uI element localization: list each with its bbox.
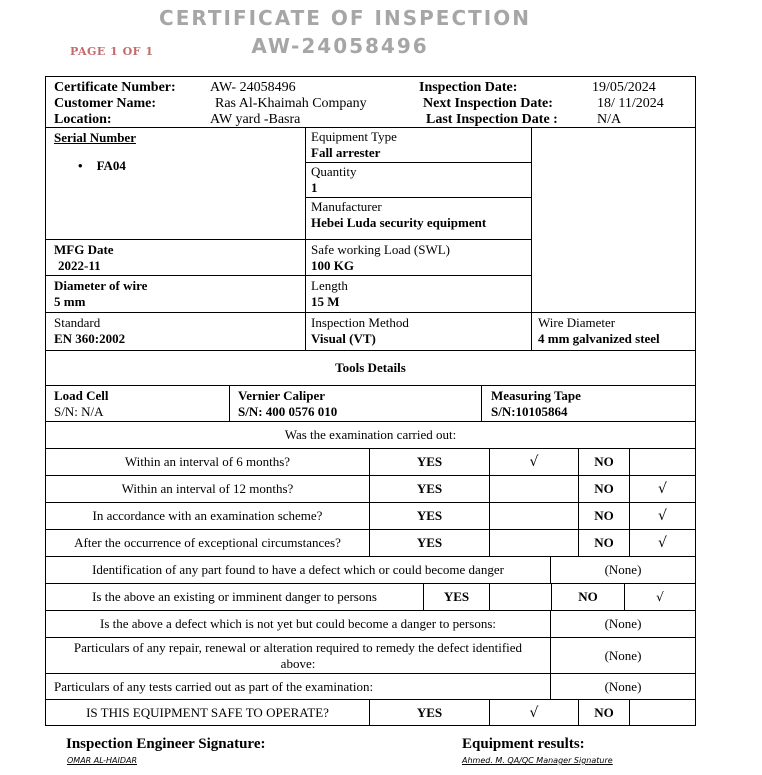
manager-signature: Ahmed. M. QA/QC Manager Signature [462, 756, 613, 765]
no-label: NO [579, 476, 630, 503]
future-danger-value: (None) [551, 611, 695, 638]
customer-label: Customer Name: [54, 96, 156, 111]
repair-label: Particulars of any repair, renewal or alteration required to remedy the defect identified above: [46, 638, 551, 674]
yes-label: YES [370, 449, 490, 476]
yes-label: YES [370, 476, 490, 503]
no-label: NO [579, 449, 630, 476]
repair-value: (None) [551, 638, 695, 674]
wire-diameter-cell: Wire Diameter 4 mm galvanized steel [532, 312, 695, 350]
exam-row-label: Within an interval of 6 months? [46, 449, 370, 476]
no-label: NO [579, 700, 630, 725]
yes-label: YES [424, 584, 490, 611]
blank-side-cell [532, 127, 695, 312]
serial-label: Serial Number [54, 130, 136, 145]
no-tick-cell: √ [630, 503, 695, 530]
location-label: Location: [54, 112, 112, 127]
yes-tick-cell [490, 530, 579, 557]
no-label: NO [579, 530, 630, 557]
yes-tick-cell [490, 584, 552, 611]
no-label: NO [552, 584, 625, 611]
standard-cell: Standard EN 360:2002 [46, 312, 306, 350]
mfg-date-cell: MFG Date 2022-11 [46, 240, 306, 276]
no-tick-cell [630, 449, 695, 476]
wire-diameter-main-cell: Diameter of wire 5 mm [46, 276, 306, 312]
equipment-results-label: Equipment results: [462, 736, 585, 752]
length-cell: Length 15 M [306, 276, 532, 312]
yes-label: YES [370, 700, 490, 725]
tools-details-title: Tools Details [46, 350, 695, 386]
page-label: PAGE 1 OF 1 [70, 45, 154, 58]
engineer-signature-label: Inspection Engineer Signature: [66, 736, 266, 752]
inspection-method-cell: Inspection Method Visual (VT) [306, 312, 532, 350]
tests-value: (None) [551, 674, 695, 700]
swl-cell: Safe working Load (SWL) 100 KG [306, 240, 532, 276]
defect-identification-value: (None) [551, 557, 695, 584]
defect-identification-label: Identification of any part found to have a defect which or could become danger [46, 557, 551, 584]
location-value: AW yard -Basra [210, 112, 301, 127]
last-inspection-label: Last Inspection Date : [426, 112, 558, 127]
no-label: NO [579, 503, 630, 530]
tests-label: Particulars of any tests carried out as part of the examination: [46, 674, 551, 700]
inspection-date-value: 19/05/2024 [592, 80, 656, 95]
customer-value: Ras Al-Khaimah Company [215, 96, 367, 111]
cert-number-label: Certificate Number: [54, 80, 176, 95]
no-tick-cell: √ [630, 476, 695, 503]
exam-row-label: After the occurrence of exceptional circumstances? [46, 530, 370, 557]
examination-question: Was the examination carried out: [46, 422, 695, 449]
yes-tick-cell [490, 476, 579, 503]
inspection-date-label: Inspection Date: [419, 80, 518, 95]
no-tick-cell [630, 700, 695, 725]
certificate-table [45, 76, 696, 726]
yes-tick-cell: √ [490, 449, 579, 476]
quantity-cell: Quantity 1 [306, 163, 532, 198]
measuring-tape-cell: Measuring Tape S/N:10105864 [482, 386, 695, 422]
yes-tick-cell: √ [490, 700, 579, 725]
load-cell-cell: Load Cell S/N: N/A [46, 386, 230, 422]
engineer-name: OMAR AL-HAIDAR [67, 756, 138, 765]
next-inspection-value: 18/ 11/2024 [597, 96, 664, 111]
equipment-type-cell: Equipment Type Fall arrester [306, 127, 532, 163]
serial-number-cell [46, 127, 306, 240]
future-danger-label: Is the above a defect which is not yet but could become a danger to persons: [46, 611, 551, 638]
yes-label: YES [370, 503, 490, 530]
certificate-title: CERTIFICATE OF INSPECTION [159, 6, 531, 30]
yes-tick-cell [490, 503, 579, 530]
manufacturer-cell: Manufacturer Hebei Luda security equipment [306, 198, 532, 240]
next-inspection-label: Next Inspection Date: [423, 96, 553, 111]
exam-row-label: Within an interval of 12 months? [46, 476, 370, 503]
vernier-caliper-cell: Vernier Caliper S/N: 400 0576 010 [230, 386, 482, 422]
serial-value-item: • FA04 [78, 158, 126, 173]
exam-row-label: In accordance with an examination scheme? [46, 503, 370, 530]
yes-label: YES [370, 530, 490, 557]
danger-label: Is the above an existing or imminent danger to persons [46, 584, 424, 611]
safe-to-operate-label: IS THIS EQUIPMENT SAFE TO OPERATE? [46, 700, 370, 725]
no-tick-cell: √ [630, 530, 695, 557]
last-inspection-value: N/A [597, 112, 622, 127]
no-tick-cell: √ [625, 584, 695, 611]
cert-number-value: AW- 24058496 [210, 80, 296, 95]
certificate-number-title: AW-24058496 [251, 34, 429, 58]
